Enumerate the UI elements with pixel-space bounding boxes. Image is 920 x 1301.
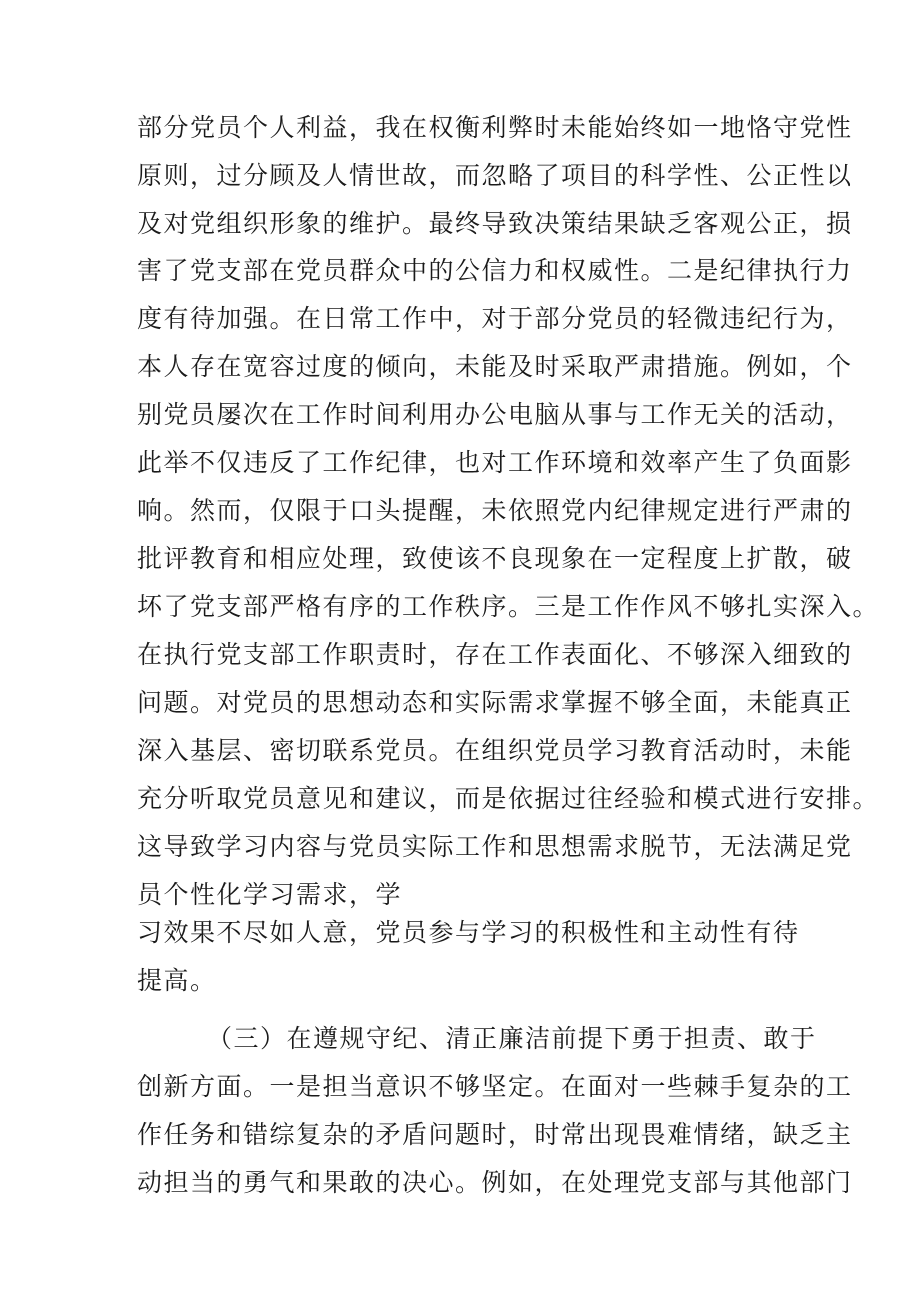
- text-line: 深入基层、密切联系党员。在组织党员学习教育活动时，未能: [137, 736, 853, 765]
- text-line: 别党员屡次在工作时间利用办公电脑从事与工作无关的活动，: [137, 400, 853, 429]
- text-line: 害了党支部在党员群众中的公信力和权威性。二是纪律执行力: [137, 256, 853, 285]
- text-line: 响。然而，仅限于口头提醒，未依照党内纪律规定进行严肃的: [137, 496, 853, 525]
- text-line: 度有待加强。在日常工作中，对于部分党员的轻微违纪行为，: [137, 304, 853, 333]
- text-line: 部分党员个人利益，我在权衡利弊时未能始终如一地恪守党性: [137, 113, 853, 142]
- text-line: 这导致学习内容与党员实际工作和思想需求脱节，无法满足党: [137, 832, 853, 861]
- text-line: 问题。对党员的思想动态和实际需求掌握不够全面，未能真正: [137, 688, 853, 717]
- text-line: 作任务和错综复杂的矛盾问题时，时常出现畏难情绪，缺乏主: [137, 1120, 853, 1149]
- text-line: 习效果不尽如人意，党员参与学习的积极性和主动性有待: [137, 918, 800, 947]
- text-line: 创新方面。一是担当意识不够坚定。在面对一些棘手复杂的工: [137, 1072, 853, 1101]
- text-line: 及对党组织形象的维护。最终导致决策结果缺乏客观公正，损: [137, 209, 853, 238]
- text-line: 批评教育和相应处理，致使该不良现象在一定程度上扩散，破: [137, 544, 853, 573]
- text-line: 本人存在宽容过度的倾向，未能及时采取严肃措施。例如，个: [137, 352, 853, 381]
- text-line: 原则，过分顾及人情世故，而忽略了项目的科学性、公正性以: [137, 161, 853, 190]
- text-line: 坏了党支部严格有序的工作秩序。三是工作作风不够扎实深入。: [137, 592, 880, 621]
- text-line: 动担当的勇气和果敢的决心。例如，在处理党支部与其他部门: [137, 1168, 853, 1197]
- text-line: 此举不仅违反了工作纪律，也对工作环境和效率产生了负面影: [137, 448, 853, 477]
- section-heading-line: （三）在遵规守纪、清正廉洁前提下勇于担责、敢于: [207, 1024, 817, 1053]
- text-line: 提高。: [137, 966, 217, 995]
- text-line: 员个性化学习需求，学: [137, 880, 403, 909]
- text-line: 在执行党支部工作职责时，存在工作表面化、不够深入细致的: [137, 640, 853, 669]
- text-line: 充分听取党员意见和建议，而是依据过往经验和模式进行安排。: [137, 784, 880, 813]
